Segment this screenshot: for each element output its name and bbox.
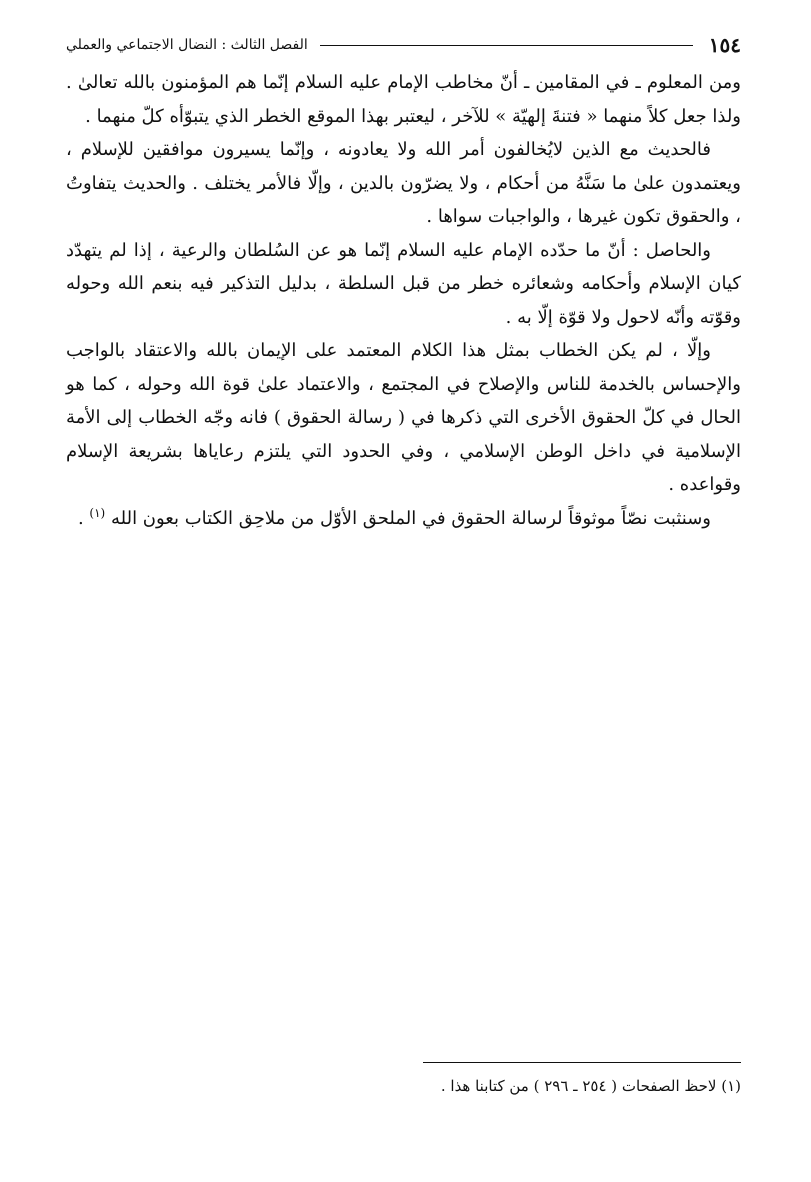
paragraph: ومن المعلوم ـ في المقامين ـ أنّ مخاطب الإمام عليه السلام إنّما هم المؤمنون بالله تعالىٰ . ولذا جعل كلاً منهما « فتنةَ إلهيّة » للآخر ، ليعتبر بهذا الموقع الخطر الذي يتبوّأه كلّ منهما .: [66, 72, 741, 127]
paragraph: فالحديث مع الذين لايُخالفون أمر الله ولا يعادونه ، وإنّما يسيرون موافقين للإسلام ، ويعتمدون علىٰ ما سَنَّهُ من أحكام ، ولا يضرّون بالدين ، وإلّا فالأمر يختلف . والحديث يتفاوتُ ، والحقوق تكون غيرها ، والواجبات سواها .: [66, 139, 741, 227]
paragraph: والحاصل : أنّ ما حدّده الإمام عليه السلام إنّما هو عن السُلطان والرعية ، إذا لم يتهدّد كيان الإسلام وأحكامه وشعائره خطر من قبل السلطة ، بدليل التذكير فيه بنعم الله وحوله وقوّته وأنّه لاحول ولا قوّة إلّا به .: [66, 239, 741, 328]
paragraph-end: .: [77, 507, 84, 529]
chapter-title: الفصل الثالث : النضال الاجتماعي والعملي: [66, 37, 308, 53]
footnote-divider: [423, 1062, 741, 1063]
paragraph-text: وسنثبت نصّاً موثوقاً لرسالة الحقوق في الملحق الأوّل من ملاحِق الكتاب بعون الله: [110, 507, 711, 529]
page-number: ١٥٤: [708, 33, 741, 57]
header-rule: [320, 45, 693, 46]
footnote-marker: (١): [89, 505, 106, 520]
paragraph-last: [66, 502, 741, 536]
body-text: [66, 66, 741, 535]
page-header: [66, 30, 741, 60]
footnote: (١) لاحظ الصفحات ( ٢٥٤ ـ ٢٩٦ ) من كتابنا هذا .: [440, 1077, 741, 1095]
paragraph: وإلّا ، لم يكن الخطاب بمثل هذا الكلام المعتمد على الإيمان بالله والاعتقاد بالواجب والإحساس بالخدمة للناس والإصلاح في المجتمع ، والاعتماد علىٰ قوة الله وحوله ، كما هو الحال في كلّ الحقوق الأخرى التي ذكرها في ( رسالة الحقوق ) فانه وجّه الخطاب إلى الأمة الإسلامية في داخل الوطن الإسلامي ، وفي الحدود التي يلتزم رعاياها بشريعة الإسلام وقواعده .: [66, 340, 741, 495]
